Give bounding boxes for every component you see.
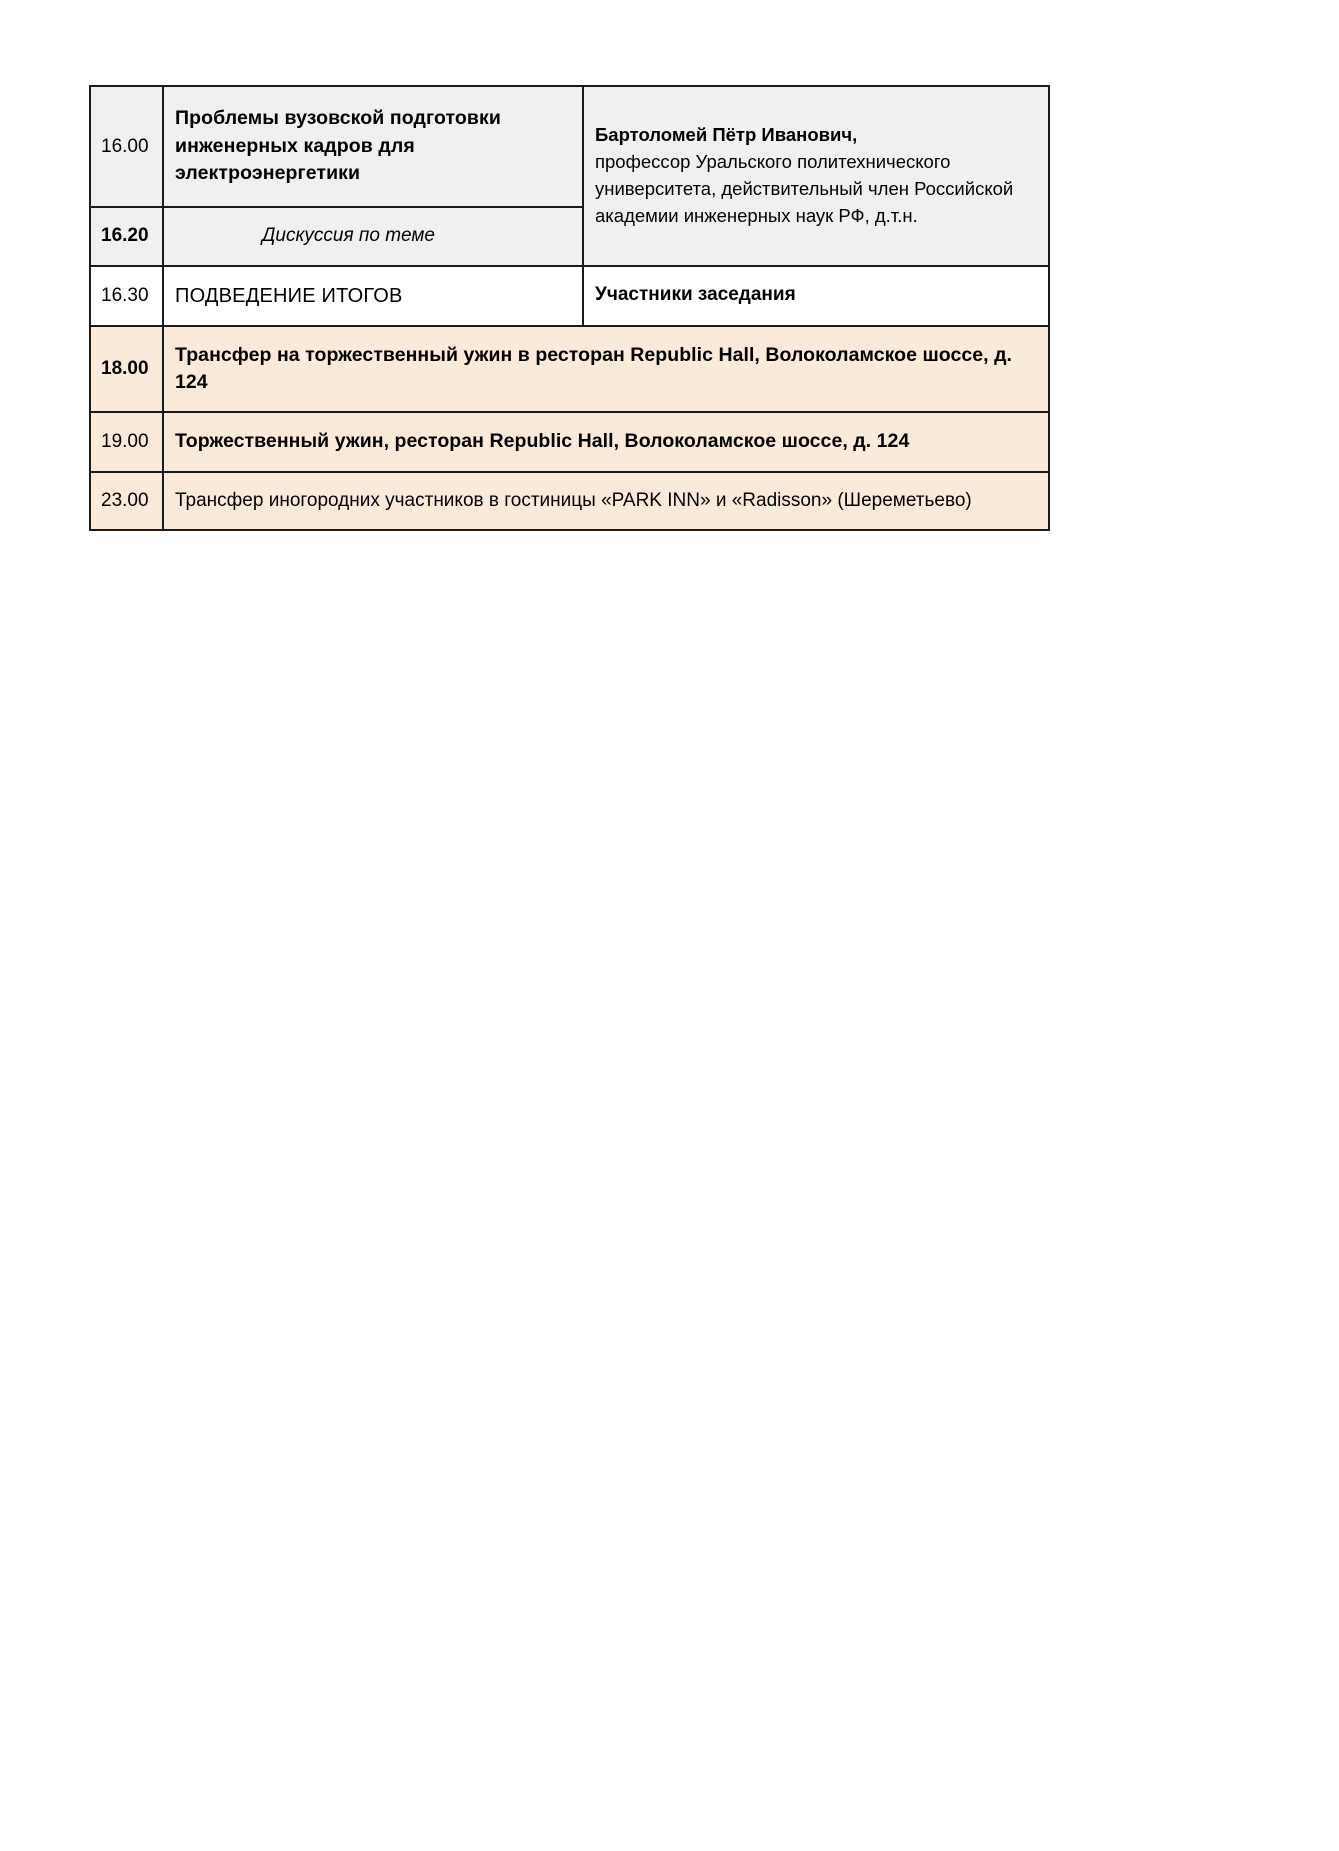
description-cell-1620 <box>163 207 583 266</box>
description-cell-1600 <box>163 86 583 207</box>
time-cell-1630 <box>90 266 163 326</box>
speaker-cell-bartolomey <box>583 86 1049 266</box>
description-text: Торжественный ужин, ресторан Republic Hall, Волоколамское шоссе, д. 124 <box>175 430 910 453</box>
speaker-cell-participants <box>583 266 1049 326</box>
time-label: 16.20 <box>101 225 149 247</box>
table-row <box>90 412 1049 471</box>
time-cell-2300 <box>90 472 163 531</box>
speaker-block <box>584 104 1048 247</box>
description-cell-1900 <box>163 412 1049 471</box>
time-cell-1900 <box>90 412 163 471</box>
description-cell-2300 <box>163 472 1049 531</box>
schedule-table <box>89 85 1050 531</box>
description-text: Трансфер иногородних участников в гостиницы «PARK INN» и «Radisson» (Шереметьево) <box>175 489 972 511</box>
time-label: 23.00 <box>101 489 149 511</box>
description-text: ПОДВЕДЕНИЕ ИТОГОВ <box>175 284 403 307</box>
description-cell-1630 <box>163 266 583 326</box>
description-text: Проблемы вузовской подготовки инженерных кадров для электроэнергетики <box>175 107 501 185</box>
description-text: Трансфер на торжественный ужин в ресторан Republic Hall, Волоколамское шоссе, д. 124 <box>175 343 1012 393</box>
time-cell-1800 <box>90 326 163 413</box>
description-text: Дискуссия по теме <box>262 225 435 247</box>
speaker-name: Участники заседания <box>595 284 796 306</box>
table-row <box>90 86 1049 207</box>
table-row <box>90 472 1049 531</box>
speaker-details: профессор Уральского политехнического университета, действительный член Российской академии инженерных наук РФ, д.т.н. <box>595 151 1014 226</box>
time-label: 18.00 <box>101 358 149 380</box>
time-cell-1620 <box>90 207 163 266</box>
table-row <box>90 266 1049 326</box>
speaker-name: Бартоломей Пётр Иванович, <box>595 124 858 146</box>
time-label: 16.00 <box>101 135 149 157</box>
time-cell-1600 <box>90 86 163 207</box>
time-label: 16.30 <box>101 284 149 306</box>
description-cell-1800 <box>163 326 1049 413</box>
time-label: 19.00 <box>101 431 149 453</box>
table-row <box>90 326 1049 413</box>
